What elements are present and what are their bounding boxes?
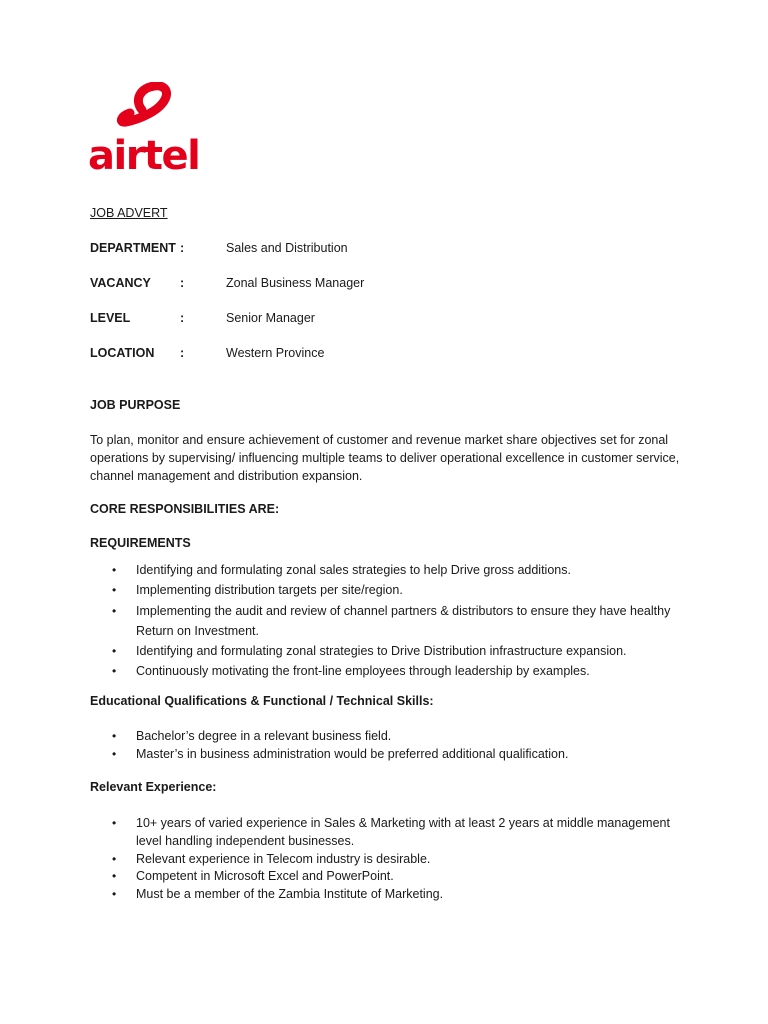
list-item-text: Bachelor’s degree in a relevant business field. <box>136 729 392 743</box>
detail-label: DEPARTMENT <box>90 241 176 255</box>
bullet-icon: • <box>112 603 117 618</box>
detail-label: LOCATION <box>90 346 155 360</box>
list-item <box>90 560 690 580</box>
airtel-logo <box>88 82 200 180</box>
list-item-text: Implementing the audit and review of channel partners & distributors to ensure they have healthy Return on Investment. <box>136 603 671 638</box>
list-item <box>90 641 690 661</box>
requirements-list <box>90 560 690 682</box>
bullet-icon: • <box>112 664 117 679</box>
detail-label: LEVEL <box>90 311 131 325</box>
bullet-icon: • <box>112 583 117 598</box>
bullet-icon: • <box>112 729 117 743</box>
airtel-swirl-icon <box>88 82 200 138</box>
detail-value: Senior Manager <box>226 311 315 325</box>
list-item-text: Relevant experience in Telecom industry is desirable. <box>136 851 431 866</box>
detail-value: Zonal Business Manager <box>226 276 365 290</box>
list-item-text: 10+ years of varied experience in Sales & Marketing with at least 2 years at middle management level handling independent businesses. <box>136 816 670 848</box>
detail-label: VACANCY <box>90 276 151 290</box>
bullet-icon: • <box>112 887 117 902</box>
list-item <box>90 580 690 600</box>
bullet-icon: • <box>112 851 117 866</box>
core-responsibilities-title: CORE RESPONSIBILITIES ARE: <box>90 502 280 516</box>
list-item-text: Must be a member of the Zambia Institute of Marketing. <box>136 887 444 902</box>
list-item <box>90 815 690 851</box>
list-item <box>90 601 690 642</box>
list-item <box>90 661 690 681</box>
detail-value: Western Province <box>226 346 325 360</box>
education-list <box>90 727 690 763</box>
brand-wordmark: airtel <box>88 133 200 179</box>
detail-value: Sales and Distribution <box>226 241 348 255</box>
experience-title: Relevant Experience: <box>90 780 217 794</box>
list-item <box>90 851 690 869</box>
list-item-text: Continuously motivating the front-line employees through leadership by examples. <box>136 664 590 679</box>
detail-colon: : <box>180 276 185 290</box>
list-item <box>90 886 690 904</box>
bullet-icon: • <box>112 563 117 577</box>
list-item-text: Master’s in business administration would be preferred additional qualification. <box>136 747 569 761</box>
requirements-title: REQUIREMENTS <box>90 536 191 550</box>
job-advert-heading: JOB ADVERT <box>90 206 168 220</box>
bullet-icon: • <box>112 644 117 659</box>
job-purpose-text: To plan, monitor and ensure achievement of customer and revenue market share objectives set for zonal operations by supervising/ influencing multiple teams to deliver operational excellence in customer service, channel management and distribution expansion. <box>90 433 680 483</box>
list-item-text: Competent in Microsoft Excel and PowerPoint. <box>136 869 394 884</box>
job-purpose-title: JOB PURPOSE <box>90 398 181 412</box>
bullet-icon: • <box>112 816 117 830</box>
bullet-icon: • <box>112 747 117 761</box>
list-item <box>90 868 690 886</box>
list-item-text: Identifying and formulating zonal sales strategies to help Drive gross additions. <box>136 563 571 577</box>
detail-colon: : <box>180 311 185 325</box>
list-item-text: Identifying and formulating zonal strategies to Drive Distribution infrastructure expansion. <box>136 644 627 659</box>
list-item <box>90 745 690 763</box>
bullet-icon: • <box>112 869 117 884</box>
experience-list <box>90 815 690 904</box>
list-item <box>90 727 690 745</box>
education-title: Educational Qualifications & Functional / Technical Skills: <box>90 694 434 708</box>
detail-colon: : <box>180 346 185 360</box>
list-item-text: Implementing distribution targets per site/region. <box>136 583 403 598</box>
detail-colon: : <box>180 241 185 255</box>
